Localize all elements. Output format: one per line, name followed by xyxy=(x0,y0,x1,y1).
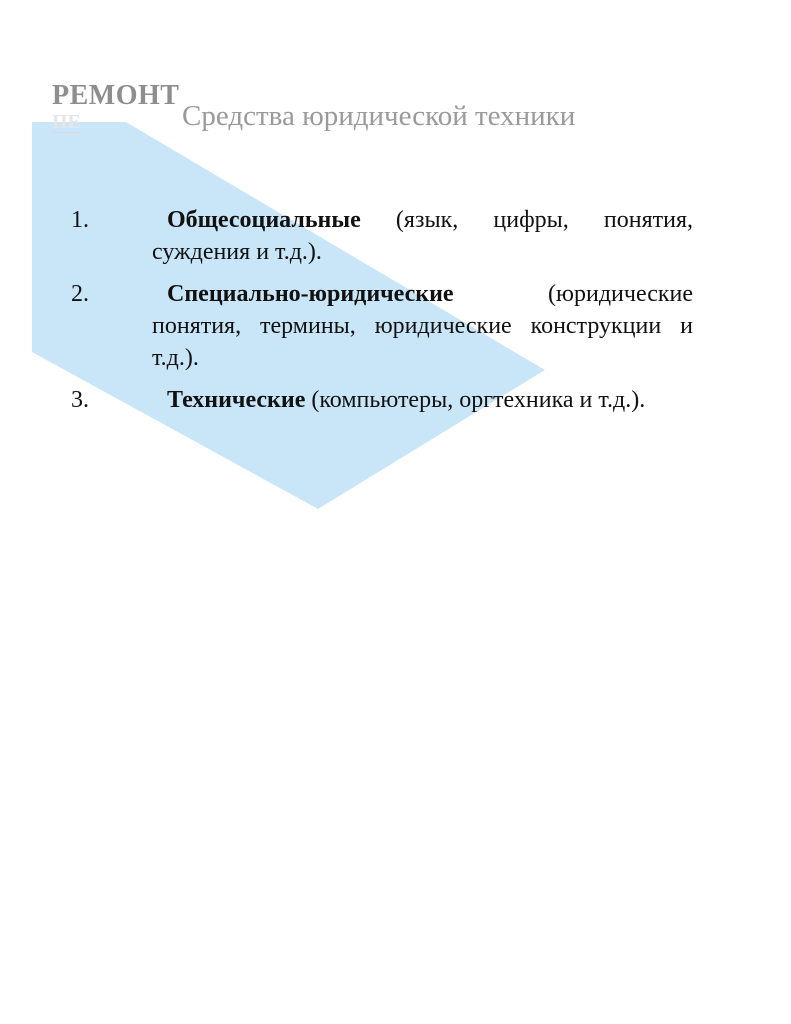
list-item xyxy=(0,278,791,374)
list-item-description: (компьютеры, оргтехника и т.д.). xyxy=(305,387,646,413)
watermark-logo-text: РЕМОНТ xyxy=(52,80,180,111)
slide-title: Средства юридической техники xyxy=(182,100,576,132)
list-item-text xyxy=(152,278,693,374)
list-item-description: (язык, цифры, понятия, суждения и т.д.). xyxy=(152,207,693,265)
list-item xyxy=(0,204,791,268)
list-item-term: Специально-юридические xyxy=(167,281,454,307)
numbered-list xyxy=(0,204,791,426)
list-item-term: Общесоциальные xyxy=(167,207,361,233)
list-item-number: 2. xyxy=(71,281,89,307)
list-item-term: Технические xyxy=(167,387,306,413)
watermark-logo-subtext: ПЕ xyxy=(52,111,81,133)
list-item-number: 1. xyxy=(71,207,89,233)
list-item xyxy=(0,384,791,416)
list-item-number: 3. xyxy=(71,387,89,413)
list-item-text xyxy=(152,204,693,268)
list-item-text xyxy=(152,384,693,416)
list-item-description: (юридические понятия, термины, юридические конструкции и т.д.). xyxy=(152,281,693,371)
